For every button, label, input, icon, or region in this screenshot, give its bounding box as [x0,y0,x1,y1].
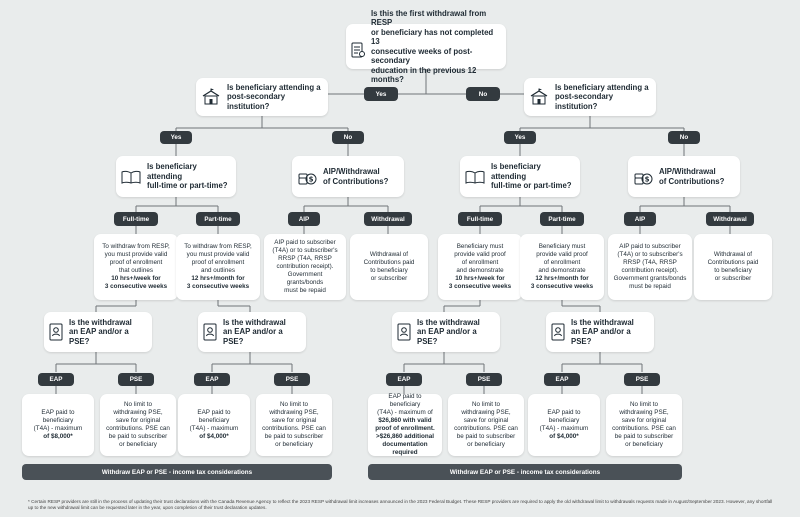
pse-result-1: No limit to withdrawing PSE, save for original contributions. PSE can be paid to subscriber or beneficiary [100,394,176,456]
full-time-requirement-left [94,234,178,300]
aip-text-left: AIP paid to subscriber (T4A) or to subscriber's RRSP (T4A, RRSP contribution receipt). Government grants/bonds must be repaid [264,234,346,300]
yes-pill-left: Yes [160,131,192,144]
person-document-icon [203,323,217,341]
no-pill-root: No [466,87,500,101]
pse-pill-2: PSE [274,373,310,386]
eap-pill-1: EAP [38,373,74,386]
aip-text-right: AIP paid to subscriber (T4A) or to subscriber's RRSP (T4A, RRSP contribution receipt). Government grants/bonds must be repaid [608,234,692,300]
eap-result-bold: $26,860 with valid proof of enrollment. >$26,860 additional documentation required [375,416,435,457]
income-tax-bar-left: Withdraw EAP or PSE - income tax considerations [22,464,332,480]
aip-withdrawal-question-right [628,156,740,197]
requirement-text: To withdraw from RESP, you must provide valid proof of enrollment and outlines [184,242,252,274]
requirement-bold: 10 hrs+/week for 3 consecutive weeks [104,275,168,291]
eap-result-text: EAP paid to beneficiary (T4A) - maximum [539,408,589,432]
pse-pill-1: PSE [118,373,154,386]
person-document-icon [551,323,565,341]
eap-pill-4: EAP [544,373,580,386]
eap-result-4 [528,394,600,456]
aip-withdrawal-question-left [292,156,404,197]
attending-psi-question-left [196,78,328,116]
full-time-requirement-right [438,234,522,300]
requirement-bold: 10 hrs+/week for 3 consecutive weeks [448,275,512,291]
eap-pse-text: Is the withdrawal an EAP and/or a PSE? [69,317,132,346]
part-time-requirement-left [176,234,260,300]
eap-pse-question-1 [44,312,152,352]
eap-result-text: EAP paid to beneficiary (T4A) - maximum [33,408,83,432]
eap-result-2 [178,394,250,456]
pse-result-4: No limit to withdrawing PSE, save for original contributions. PSE can be paid to subscriber or beneficiary [606,394,682,456]
full-or-part-question-left [116,156,236,197]
book-icon [121,170,141,184]
pse-pill-4: PSE [624,373,660,386]
full-time-pill-right: Full-time [458,212,502,226]
eap-pse-text: Is the withdrawal an EAP and/or a PSE? [417,317,480,346]
aip-withdrawal-text: AIP/Withdrawal of Contributions? [659,167,725,186]
coins-icon [297,168,317,186]
withdrawal-text-right: Withdrawal of Contributions paid to beneficiary or subscriber [694,234,772,300]
attending-psi-text: Is beneficiary attending a post-secondary institution? [227,82,321,111]
requirement-bold: 12 hrs+/month for 3 consecutive weeks [530,275,594,291]
aip-withdrawal-text: AIP/Withdrawal of Contributions? [323,167,389,186]
eap-pse-text: Is the withdrawal an EAP and/or a PSE? [571,317,634,346]
attending-psi-question-right [524,78,656,116]
eap-pse-question-4 [546,312,654,352]
eap-pill-3: EAP [386,373,422,386]
eap-pill-2: EAP [194,373,230,386]
eap-result-text: EAP paid to beneficiary (T4A) - maximum [189,408,239,432]
person-document-icon [49,323,63,341]
svg-text:$: $ [308,175,314,183]
eap-pse-text: Is the withdrawal an EAP and/or a PSE? [223,317,286,346]
eap-pse-question-2 [198,312,306,352]
requirement-text: Beneficiary must provide valid proof of enrollment and demonstrate [454,242,506,274]
eap-result-bold: of $4,000* [549,433,579,441]
yes-pill-right: Yes [504,131,536,144]
aip-pill-left: AIP [288,212,320,226]
svg-text:$: $ [644,175,650,183]
no-pill-right: No [668,131,700,144]
eap-result-text: EAP paid to beneficiary (T4A) - maximum of [377,392,433,416]
pse-pill-3: PSE [466,373,502,386]
pse-result-3: No limit to withdrawing PSE, save for original contributions. PSE can be paid to subscriber or beneficiary [448,394,524,456]
person-document-icon [397,323,411,341]
root-question-text: Is this the first withdrawal from RESP or beneficiary has not completed 13 consecutive weeks of post-secondary education in the previous 12 months? [371,8,494,84]
no-pill-left: No [332,131,364,144]
school-icon [529,88,549,106]
requirement-text: To withdraw from RESP, you must provide valid proof of enrollment that outlines [102,242,170,274]
full-or-part-text: Is beneficiary attending full-time or part-time? [147,162,228,191]
requirement-text: Beneficiary must provide valid proof of enrollment and demonstrate [536,242,588,274]
withdrawal-text-left: Withdrawal of Contributions paid to beneficiary or subscriber [350,234,428,300]
full-or-part-question-right [460,156,580,197]
full-or-part-text: Is beneficiary attending full-time or part-time? [491,162,572,191]
requirement-bold: 12 hrs+/month for 3 consecutive weeks [186,275,250,291]
yes-pill-root: Yes [364,87,398,101]
aip-pill-right: AIP [624,212,656,226]
root-question-box [346,8,506,84]
eap-result-bold: of $8,000* [43,433,73,441]
eap-result-1 [22,394,94,456]
school-icon [201,88,221,106]
attending-psi-text: Is beneficiary attending a post-secondary institution? [555,82,649,111]
withdrawal-pill-right: Withdrawal [706,212,754,226]
coins-icon [633,168,653,186]
book-icon [465,170,485,184]
eap-result-bold: of $4,000* [199,433,229,441]
document-icon [351,33,365,61]
withdrawal-pill-left: Withdrawal [364,212,412,226]
full-time-pill-left: Full-time [114,212,158,226]
eap-pse-question-3 [392,312,500,352]
part-time-requirement-right [520,234,604,300]
income-tax-bar-right: Withdraw EAP or PSE - income tax considerations [368,464,682,480]
part-time-pill-right: Part-time [540,212,584,226]
pse-result-2: No limit to withdrawing PSE, save for original contributions. PSE can be paid to subscriber or beneficiary [256,394,332,456]
footnote: * Certain RESP providers are still in the process of updating their trust declarations with the Canada Revenue Agency to reflect the 2023 RESP withdrawal limit increases announced in the 2023 Federal Budget. These RESP providers are required to apply the old withdrawal limit to withdrawals requests made in August/September 2023. However, any shortfall up to the new withdrawal limit can be requested later in the year, upon completion of their trust declaration updates. [28,499,773,511]
part-time-pill-left: Part-time [196,212,240,226]
eap-result-3 [368,394,442,456]
